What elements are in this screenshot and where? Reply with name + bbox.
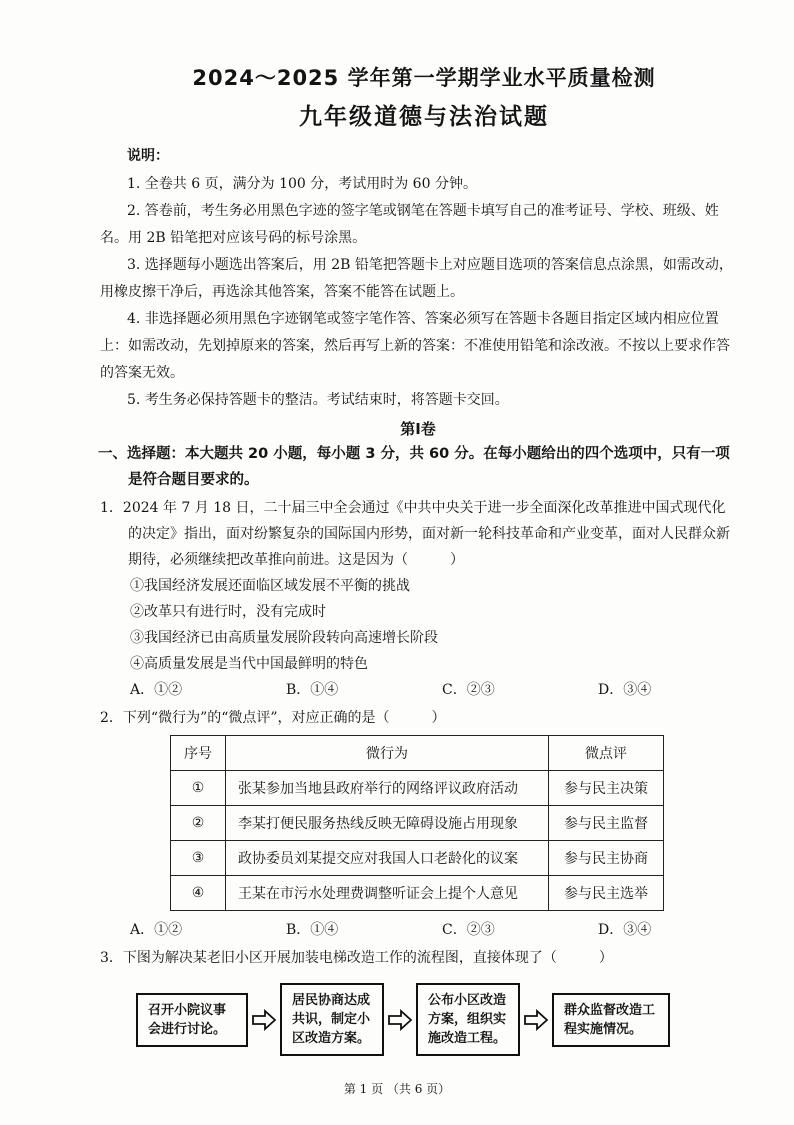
question-1-stem: 1．2024 年 7 月 18 日，二十届三中全会通过《中共中央关于进一步全面深化改革推进中国式现代化的决定》指出，面对纷繁复杂的国际国内形势，面对新一轮科技革命和产业变革，面对人民群众新期待，必须继续把改革推向前进。这是因为（ ） xyxy=(100,500,730,568)
choice-b: B．①④ xyxy=(286,682,339,698)
arrow-right-icon xyxy=(388,1009,412,1031)
table-cell: 政协委员刘某提交应对我国人口老龄化的议案 xyxy=(226,841,549,876)
table-cell: 参与民主决策 xyxy=(549,771,664,806)
choice-a: A．①② xyxy=(130,922,183,938)
choice-c: C．②③ xyxy=(442,682,495,698)
choice-d: D．③④ xyxy=(598,922,652,938)
table-cell: 参与民主协商 xyxy=(549,841,664,876)
question-2-table xyxy=(170,735,664,911)
table-row xyxy=(171,841,664,876)
table-cell: ① xyxy=(171,771,226,806)
note-item: 2. 答卷前，考生务必用黑色字迹的签字笔或钢笔在答题卡填写自己的准考证号、学校、班级、姓名。用 2B 铅笔把对应该号码的标号涂黑。 xyxy=(100,203,719,246)
question-3-stem: 3．下图为解决某老旧小区开展加装电梯改造工作的流程图，直接体现了（ ） xyxy=(100,950,613,966)
table-row xyxy=(171,806,664,841)
question-2-stem: 2．下列“微行为”的“微点评”，对应正确的是（ ） xyxy=(100,710,446,726)
table-header: 序号 xyxy=(171,736,226,771)
page-footer: 第 1 页 （共 6 页） xyxy=(343,1082,451,1096)
table-cell: 李某打便民服务热线反映无障碍设施占用现象 xyxy=(226,806,549,841)
arrow-right-icon xyxy=(524,1009,548,1031)
choice-b: B．①④ xyxy=(286,922,339,938)
table-row xyxy=(171,876,664,911)
question-1-statement: ①我国经济发展还面临区域发展不平衡的挑战 xyxy=(130,578,410,594)
exam-title: 2024～2025 学年第一学期学业水平质量检测 xyxy=(192,66,656,90)
question-1-choices xyxy=(130,677,736,703)
table-header-row xyxy=(171,736,664,771)
arrow-right-icon xyxy=(252,1009,276,1031)
choice-d: D．③④ xyxy=(598,682,652,698)
exam-subtitle: 九年级道德与法治试题 xyxy=(299,104,549,130)
note-item: 1. 全卷共 6 页，满分为 100 分，考试用时为 60 分钟。 xyxy=(127,176,477,192)
table-cell: ④ xyxy=(171,876,226,911)
table-header: 微点评 xyxy=(549,736,664,771)
flow-step: 群众监督改造工程实施情况。 xyxy=(552,993,670,1047)
question-3-flowchart xyxy=(136,983,736,1056)
note-item: 5. 考生务必保持答题卡的整洁。考试结束时，将答题卡交回。 xyxy=(127,392,509,408)
choice-c: C．②③ xyxy=(442,922,495,938)
note-item: 3. 选择题每小题选出答案后，用 2B 铅笔把答题卡上对应题目选项的答案信息点涂黑，如需改动，用橡皮擦干净后，再选涂其他答案，答案不能答在试题上。 xyxy=(100,257,733,300)
table-cell: 参与民主监督 xyxy=(549,806,664,841)
question-1-statement: ③我国经济已由高质量发展阶段转向高速增长阶段 xyxy=(130,630,438,646)
notes-heading: 说明： xyxy=(127,148,169,164)
volume-title: 第Ⅰ卷 xyxy=(400,420,436,438)
section-heading: 一、选择题：本大题共 20 小题，每小题 3 分，共 60 分。在每小题给出的四个选项中，只有一项是符合题目要求的。 xyxy=(98,446,730,488)
question-1-statement: ②改革只有进行时，没有完成时 xyxy=(130,604,326,620)
note-item: 4. 非选择题必须用黑色字迹钢笔或签字笔作答、答案必须写在答题卡各题目指定区域内相应位置上：如需改动，先划掉原来的答案，然后再写上新的答案：不准使用铅笔和涂改液。不按以上要求作答的答案无效。 xyxy=(100,311,730,381)
table-cell: 参与民主选举 xyxy=(549,876,664,911)
table-header: 微行为 xyxy=(226,736,549,771)
flow-step: 居民协商达成共识，制定小区改造方案。 xyxy=(280,983,384,1056)
table-cell: 王某在市污水处理费调整听证会上提个人意见 xyxy=(226,876,549,911)
table-row xyxy=(171,771,664,806)
table-cell: 张某参加当地县政府举行的网络评议政府活动 xyxy=(226,771,549,806)
choice-a: A．①② xyxy=(130,682,183,698)
question-1-statement: ④高质量发展是当代中国最鲜明的特色 xyxy=(130,656,368,672)
table-cell: ③ xyxy=(171,841,226,876)
flow-step: 召开小院议事会进行讨论。 xyxy=(136,993,248,1047)
question-2-choices xyxy=(130,917,736,943)
flow-step: 公布小区改造方案，组织实施改造工程。 xyxy=(416,983,520,1056)
table-cell: ② xyxy=(171,806,226,841)
